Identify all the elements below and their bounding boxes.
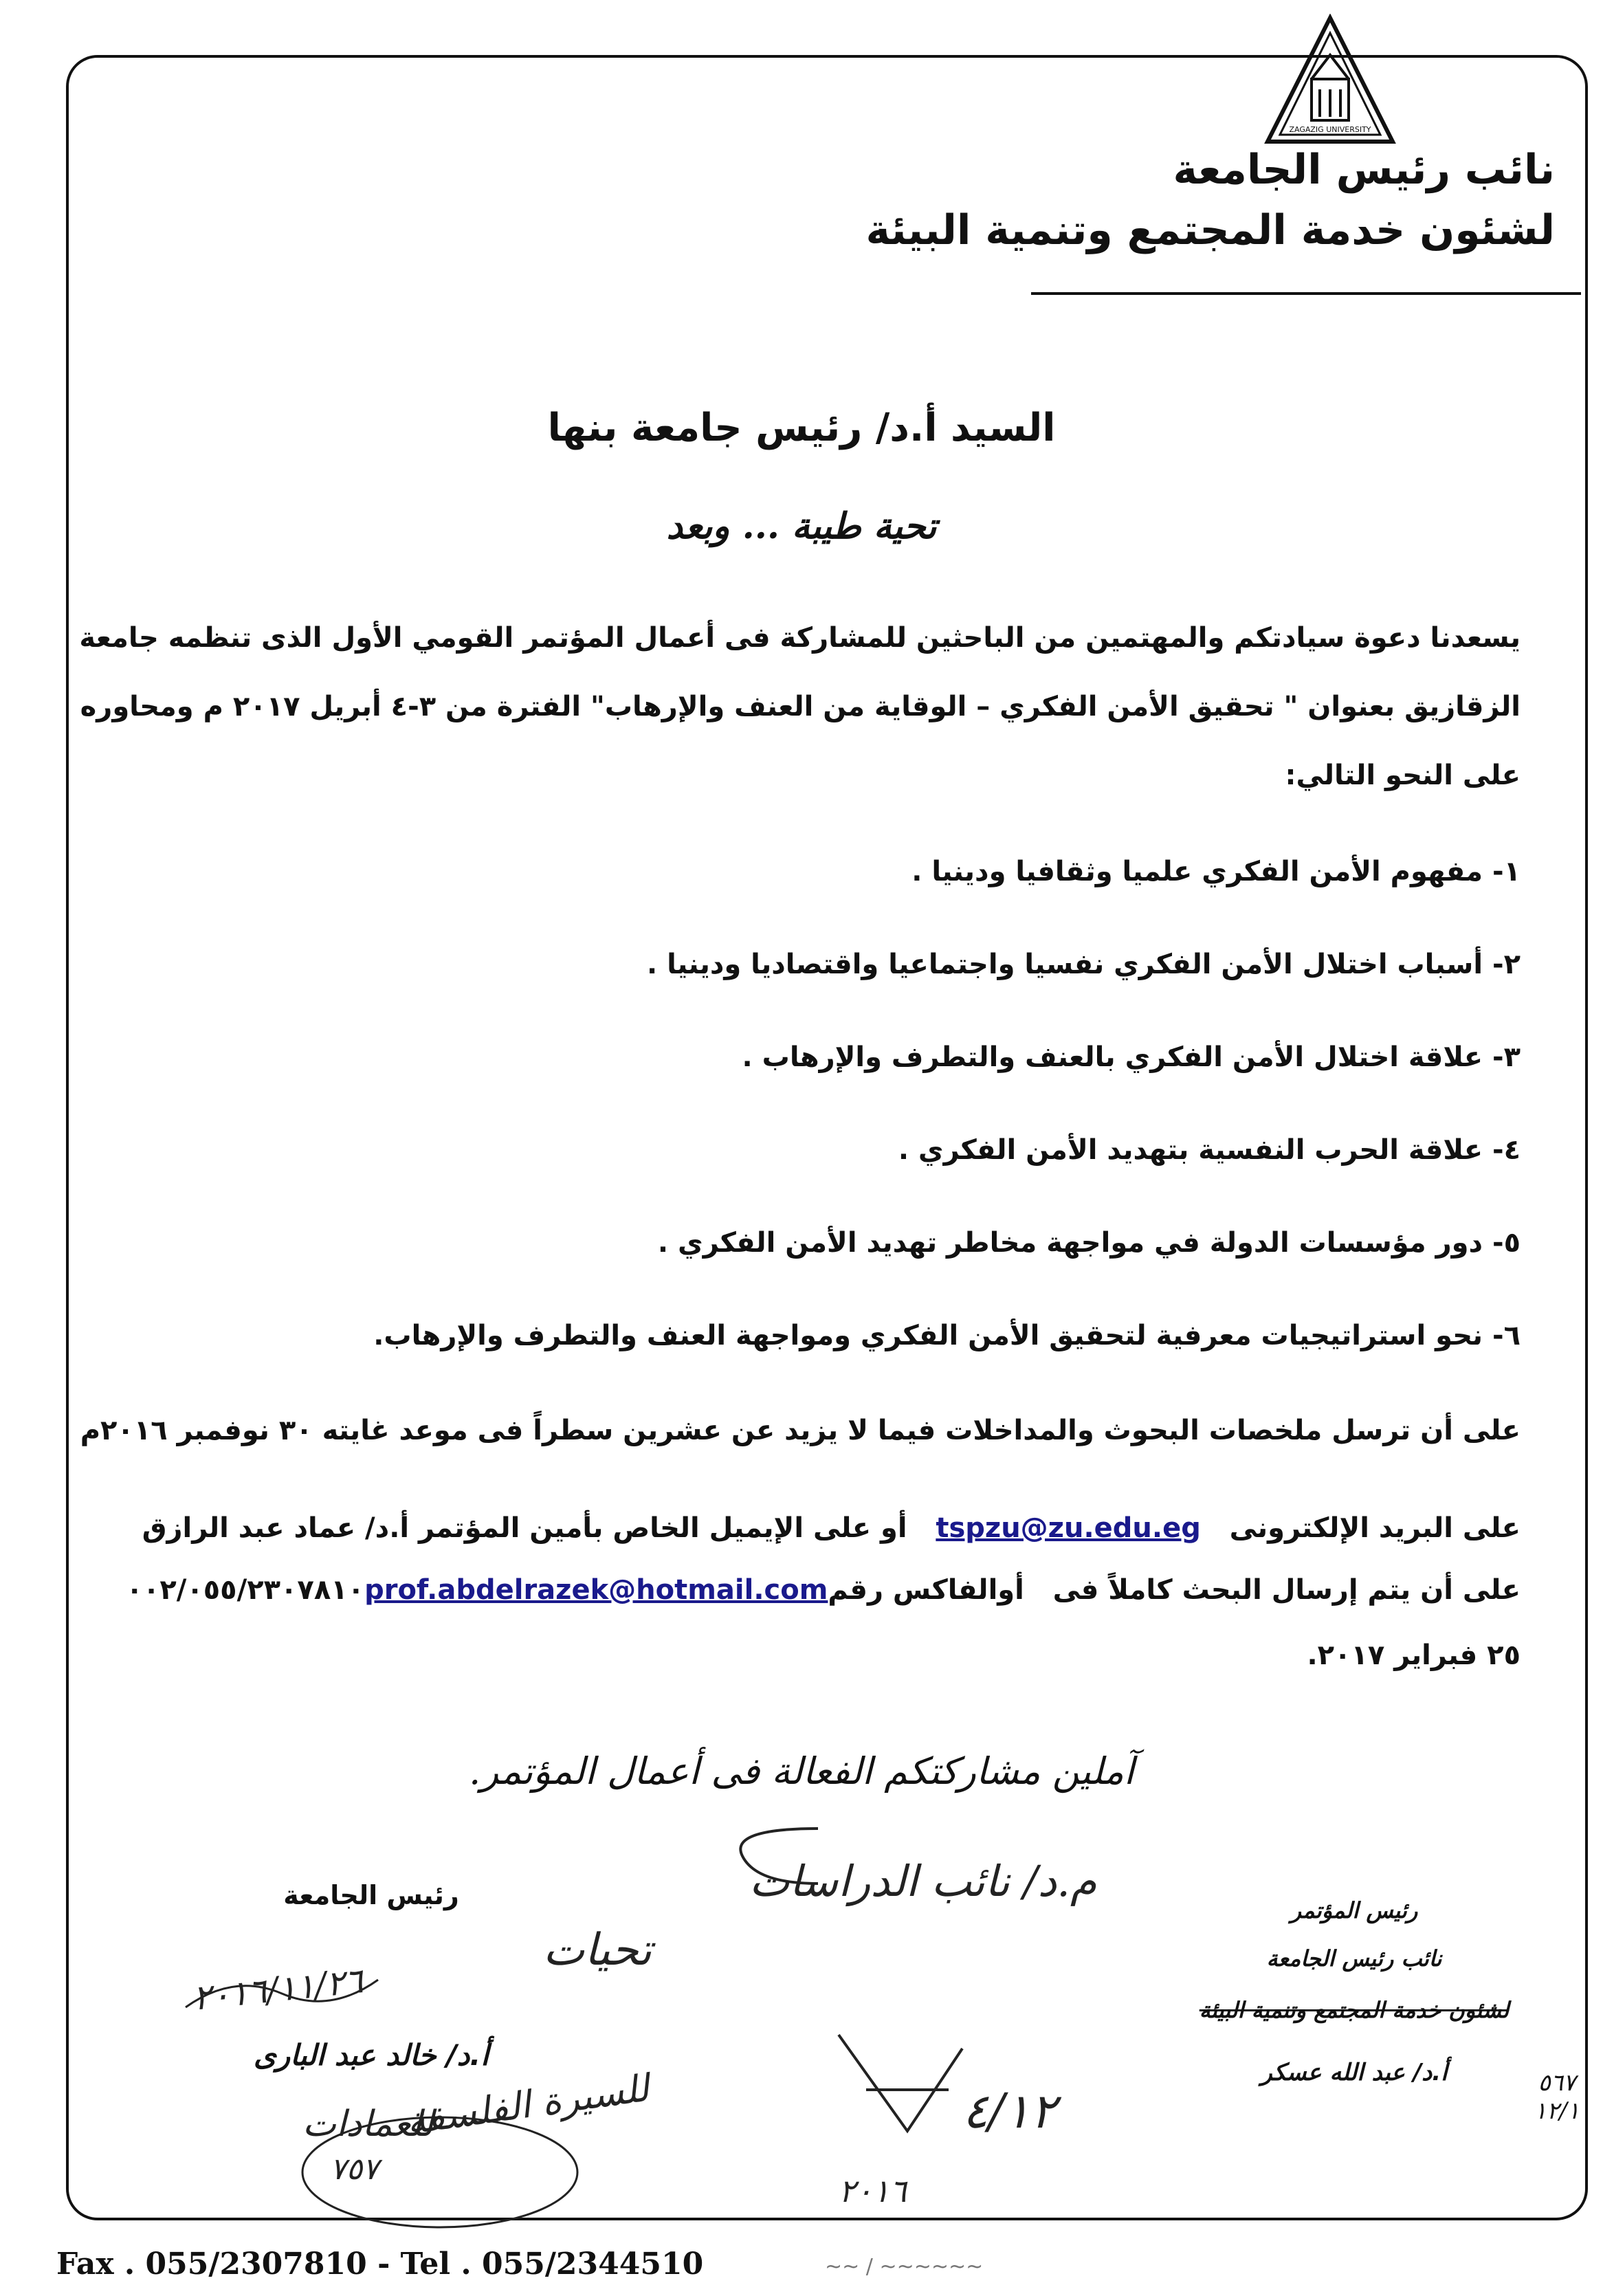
left-signatory-title: رئيس الجامعة bbox=[283, 1880, 459, 1910]
header-divider bbox=[1031, 292, 1581, 295]
right-signatory-line3: لشئون خدمة المجتمع وتنمية البيئة bbox=[1199, 1997, 1510, 2023]
addressee: السيد أ.د/ رئيس جامعة بنها bbox=[547, 406, 1056, 450]
list-item: ٥- دور مؤسسات الدولة في مواجهة مخاطر تهديد الأمن الفكري . bbox=[657, 1227, 1521, 1259]
bracket-scribble bbox=[715, 1815, 825, 1897]
email-link-1[interactable]: tspzu@zu.edu.eg bbox=[936, 1512, 1201, 1544]
header-subtitle: لشئون خدمة المجتمع وتنمية البيئة bbox=[865, 206, 1555, 254]
list-item: ١- مفهوم الأمن الفكري علميا وثقافيا ودينيا . bbox=[911, 856, 1521, 887]
intro-line-3: على النحو التالي: bbox=[1285, 760, 1521, 791]
footer-contact: Fax . 055/2307810 - Tel . 055/2344510 bbox=[56, 2247, 704, 2282]
closing-line: آملين مشاركتكم الفعالة فى أعمال المؤتمر. bbox=[469, 1749, 1134, 1793]
right-signatory-name: أ.د/ عبد الله عسكر bbox=[1261, 2059, 1448, 2086]
fax-line bbox=[126, 1574, 1521, 1606]
date-scribble bbox=[179, 1966, 385, 2021]
right-signatory-line2: نائب رئيس الجامعة bbox=[1266, 1945, 1442, 1972]
handwritten-circle-number: ٧٥٧ bbox=[330, 2152, 379, 2187]
handwritten-bottom-date: ٢٠١٦ bbox=[839, 2172, 907, 2209]
side-date: ١٢/١ bbox=[1534, 2097, 1580, 2125]
handwritten-tahiyyat: تحيات bbox=[543, 1925, 652, 1976]
left-signatory-name: أ.د/ خالد عبد البارى bbox=[253, 2038, 489, 2072]
full-paper-text: على أن يتم إرسال البحث كاملاً فى bbox=[1052, 1574, 1521, 1606]
university-logo bbox=[1258, 14, 1402, 151]
signature-scribble bbox=[825, 2007, 1004, 2145]
header-title: نائب رئيس الجامعة bbox=[1173, 146, 1555, 194]
side-number: ٥٦٧ bbox=[1538, 2069, 1576, 2097]
handwritten-vice-studies: م.د/ نائب الدراسات bbox=[749, 1856, 1097, 1906]
handwritten-date: ٢٠١٦/١١/٢٦ bbox=[190, 1961, 365, 2018]
email-line bbox=[142, 1512, 1521, 1544]
greeting: تحية طيبة ... وبعد bbox=[666, 505, 937, 547]
list-item: ٦- نحو استراتيجيات معرفية لتحقيق الأمن الفكري ومواجهة العنف والتطرف والإرهاب. bbox=[373, 1320, 1521, 1351]
deadline-line: على أن ترسل ملخصات البحوث والمداخلات فيما لا يزيد عن عشرين سطراً فى موعد غايته ٣٠ نوفمبر ٢٠١٦م bbox=[80, 1415, 1521, 1446]
fax-text: أوالفاكس رقم٠٠٢/٠٥٥/٢٣٠٧٨١٠ bbox=[126, 1574, 1024, 1606]
email-prefix: على البريد الإلكترونى bbox=[1229, 1512, 1521, 1544]
list-item: ٢- أسباب اختلال الأمن الفكري نفسيا واجتماعيا واقتصاديا ودينيا . bbox=[647, 949, 1521, 980]
email-suffix: أو على الإيميل الخاص بأمين المؤتمر أ.د/ عماد عبد الرازق bbox=[142, 1512, 907, 1544]
handwritten-note-circle: للسيرة الفلسفة bbox=[403, 2066, 652, 2143]
handwritten-note-left: للعمادات bbox=[302, 2104, 434, 2145]
logo-caption: ZAGAZIG UNIVERSITY bbox=[1289, 125, 1371, 134]
right-signatory-title: رئيس المؤتمر bbox=[1290, 1897, 1418, 1923]
footer-faint-text: ~~ / ~~~~~~ bbox=[825, 2255, 984, 2279]
intro-line-1: يسعدنا دعوة سيادتكم والمهتمين من الباحثين للمشاركة فى أعمال المؤتمر القومي الأول الذى تنظمه جامعة bbox=[79, 622, 1521, 654]
handwritten-mid-number: ٤/١٢ bbox=[962, 2083, 1057, 2139]
final-date: ٢٥ فبراير ٢٠١٧. bbox=[1307, 1640, 1521, 1671]
side-note bbox=[1534, 2069, 1580, 2126]
list-item: ٣- علاقة اختلال الأمن الفكري بالعنف والتطرف والإرهاب . bbox=[742, 1041, 1521, 1073]
list-item: ٤- علاقة الحرب النفسية بتهديد الأمن الفكري . bbox=[898, 1134, 1521, 1166]
intro-line-2: الزقازيق بعنوان " تحقيق الأمن الفكري – الوقاية من العنف والإرهاب" الفترة من ٣-٤ أبريل ٢٠١٧ م ومحاوره bbox=[80, 691, 1521, 722]
email-link-2[interactable]: prof.abdelrazek@hotmail.com bbox=[364, 1574, 828, 1606]
